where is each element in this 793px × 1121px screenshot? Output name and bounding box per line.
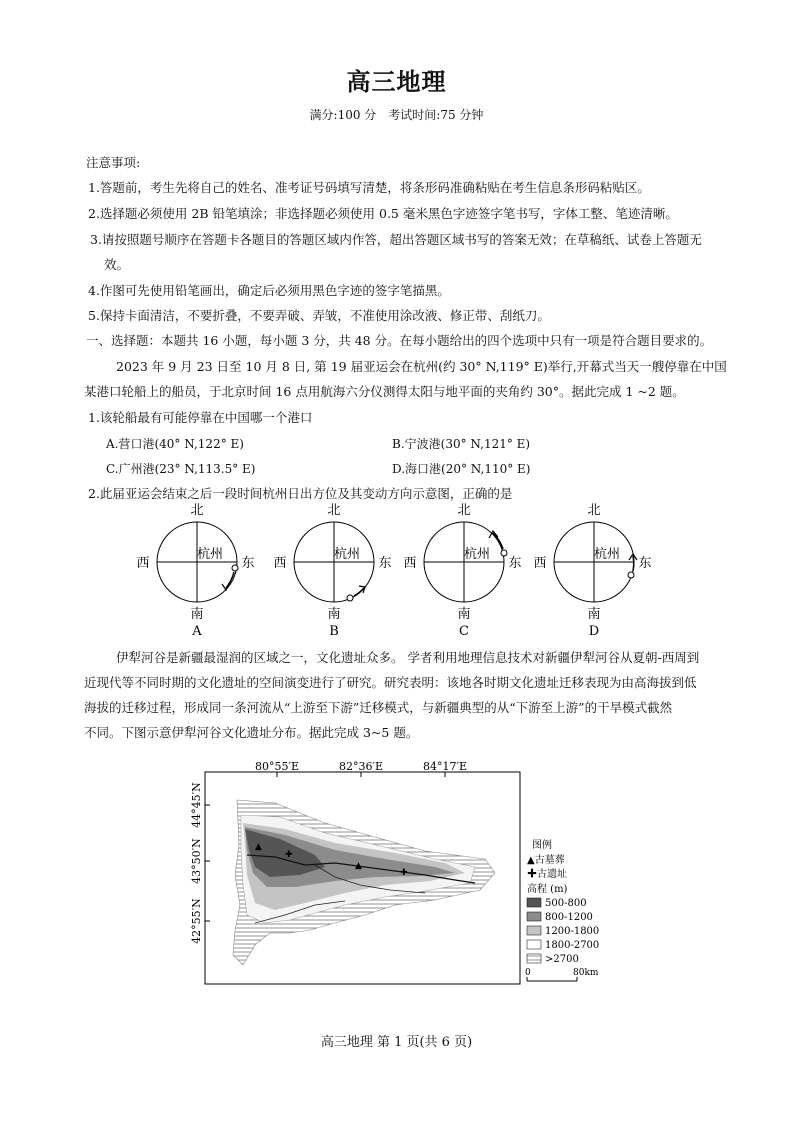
city-label: 杭州	[333, 547, 361, 562]
note-item: 4.作图可先使用铅笔画出，确定后必须用黑色字迹的签字笔描黑。	[88, 283, 450, 298]
note-item: 2.选择题必须使用 2B 铅笔填涂；非选择题必须使用 0.5 毫米黑色字迹签字笔书写，字体工整、笔迹清晰。	[88, 206, 678, 221]
note-item: 5.保持卡面清洁，不要折叠，不要弄破、弄皱，不准使用涂改液、修正带、刮纸刀。	[88, 308, 550, 323]
sunrise-point	[232, 565, 238, 571]
west-label: 西	[533, 556, 547, 571]
east-label: 东	[638, 556, 652, 571]
legend-site: ✚古遗址	[527, 869, 567, 880]
south-label: 南	[587, 607, 601, 622]
legend-swatch	[527, 898, 541, 907]
diagram-label: D	[588, 624, 600, 639]
east-label: 东	[508, 556, 522, 571]
east-label: 东	[241, 556, 255, 571]
west-label: 西	[403, 556, 417, 571]
note-item: 效。	[104, 257, 130, 272]
lon-label: 80°55′E	[254, 760, 300, 773]
legend-swatch	[527, 940, 541, 949]
lat-label: 42°55′N	[190, 898, 203, 944]
q1-option-a: A.营口港(40° N,122° E)	[106, 437, 244, 451]
page-footer: 高三地理 第 1 页(共 6 页)	[320, 1035, 473, 1050]
city-label: 杭州	[196, 547, 224, 562]
shift-arrow	[354, 588, 364, 596]
east-label: 东	[378, 556, 392, 571]
tomb-marker: ▲	[255, 842, 262, 852]
sunrise-diagrams	[130, 500, 670, 640]
diagram-label: B	[329, 624, 339, 639]
passage-line: 伊犁河谷是新疆最湿润的区域之一，文化遗址众多。 学者利用地理信息技术对新疆伊犁河谷从夏朝-西周到	[116, 650, 700, 665]
passage-line: 近现代等不同时期的文化遗址的空间演变进行了研究。研究表明：该地各时期文化遗址迁移表现为由高海拔到低	[84, 675, 697, 690]
q1-option-d: D.海口港(20° N,110° E)	[392, 462, 531, 476]
diagram-label: C	[459, 624, 469, 639]
note-item: 3.请按照题号顺序在答题卡各题目的答题区域内作答，超出答题区域书写的答案无效；在草稿纸、试卷上答题无	[90, 232, 702, 247]
legend-class: 800-1200	[545, 912, 593, 923]
north-label: 北	[587, 503, 601, 518]
sunrise-point	[501, 550, 507, 556]
question-1-stem: 1.该轮船最有可能停靠在中国哪一个港口	[88, 410, 313, 425]
west-label: 西	[273, 556, 287, 571]
q1-option-b: B.宁波港(30° N,121° E)	[392, 437, 531, 451]
exam-info: 满分:100 分 考试时间:75 分钟	[309, 108, 484, 122]
north-label: 北	[457, 503, 471, 518]
south-label: 南	[327, 607, 341, 622]
diagram-c	[403, 503, 521, 639]
city-label: 杭州	[593, 547, 621, 562]
legend-swatch	[527, 912, 541, 921]
section-heading: 一、选择题：本题共 16 小题，每小题 3 分，共 48 分。在每小题给出的四个选项中只有一项是符合题目要求的。	[86, 333, 713, 348]
page-title: 高三地理	[346, 67, 447, 96]
north-label: 北	[190, 503, 204, 518]
passage-line: 不同。下图示意伊犁河谷文化遗址分布。据此完成 3~5 题。	[84, 725, 419, 740]
legend-class: 1200-1800	[545, 926, 600, 937]
note-item: 1.答题前，考生先将自己的姓名、准考证号码填写清楚，将条形码准确粘贴在考生信息条形码粘贴区。	[88, 180, 650, 195]
north-label: 北	[327, 503, 341, 518]
legend-class: 1800-2700	[545, 940, 600, 951]
lon-label: 82°36′E	[338, 760, 384, 773]
sunrise-point	[347, 595, 353, 601]
south-label: 南	[190, 607, 204, 622]
notes-heading: 注意事项:	[86, 155, 141, 170]
legend-swatch	[527, 926, 541, 935]
legend-class: >2700	[545, 954, 579, 965]
lon-label: 84°17′E	[422, 760, 468, 773]
lat-label: 43°50′N	[190, 838, 203, 884]
ili-valley-map	[185, 755, 615, 990]
city-label: 杭州	[463, 547, 491, 562]
diagram-d	[533, 503, 651, 639]
legend-swatch	[527, 954, 541, 963]
diagram-a	[136, 503, 254, 639]
lat-label: 44°45′N	[190, 782, 203, 828]
diagram-label: A	[192, 624, 202, 639]
site-marker: ✚	[285, 850, 293, 860]
sunrise-point	[628, 572, 634, 578]
passage-line: 海拔的迁移过程，形成同一条河流从“上游至下游”迁移模式，与新疆典型的从“下游至上游”的干旱模式截然	[84, 700, 673, 715]
site-marker: ✚	[400, 868, 408, 878]
legend-title: 图例	[532, 840, 552, 851]
tomb-marker: ▲	[355, 861, 362, 871]
legend-tomb: ▲古墓葬	[527, 855, 565, 866]
passage-line: 2023 年 9 月 23 日至 10 月 8 日, 第 19 届亚运会在杭州(约 30° N,119° E)举行,开幕式当天一艘停靠在中国	[116, 359, 727, 374]
scale-start: 0	[525, 968, 531, 978]
scale-end: 80km	[573, 968, 599, 978]
west-label: 西	[136, 556, 150, 571]
elevation-title: 高程 (m)	[527, 884, 568, 895]
shift-arrow	[633, 556, 634, 571]
question-2-stem: 2.此届亚运会结束之后一段时间杭州日出方位及其变动方向示意图，正确的是	[88, 486, 513, 501]
diagram-b	[273, 503, 391, 639]
passage-line: 某港口轮船上的船员，于北京时间 16 点用航海六分仪测得太阳与地平面的夹角约 30°。据此完成 1 ~2 题。	[84, 384, 685, 399]
q1-option-c: C.广州港(23° N,113.5° E)	[106, 462, 256, 476]
legend-class: 500-800	[545, 898, 587, 909]
south-label: 南	[457, 607, 471, 622]
